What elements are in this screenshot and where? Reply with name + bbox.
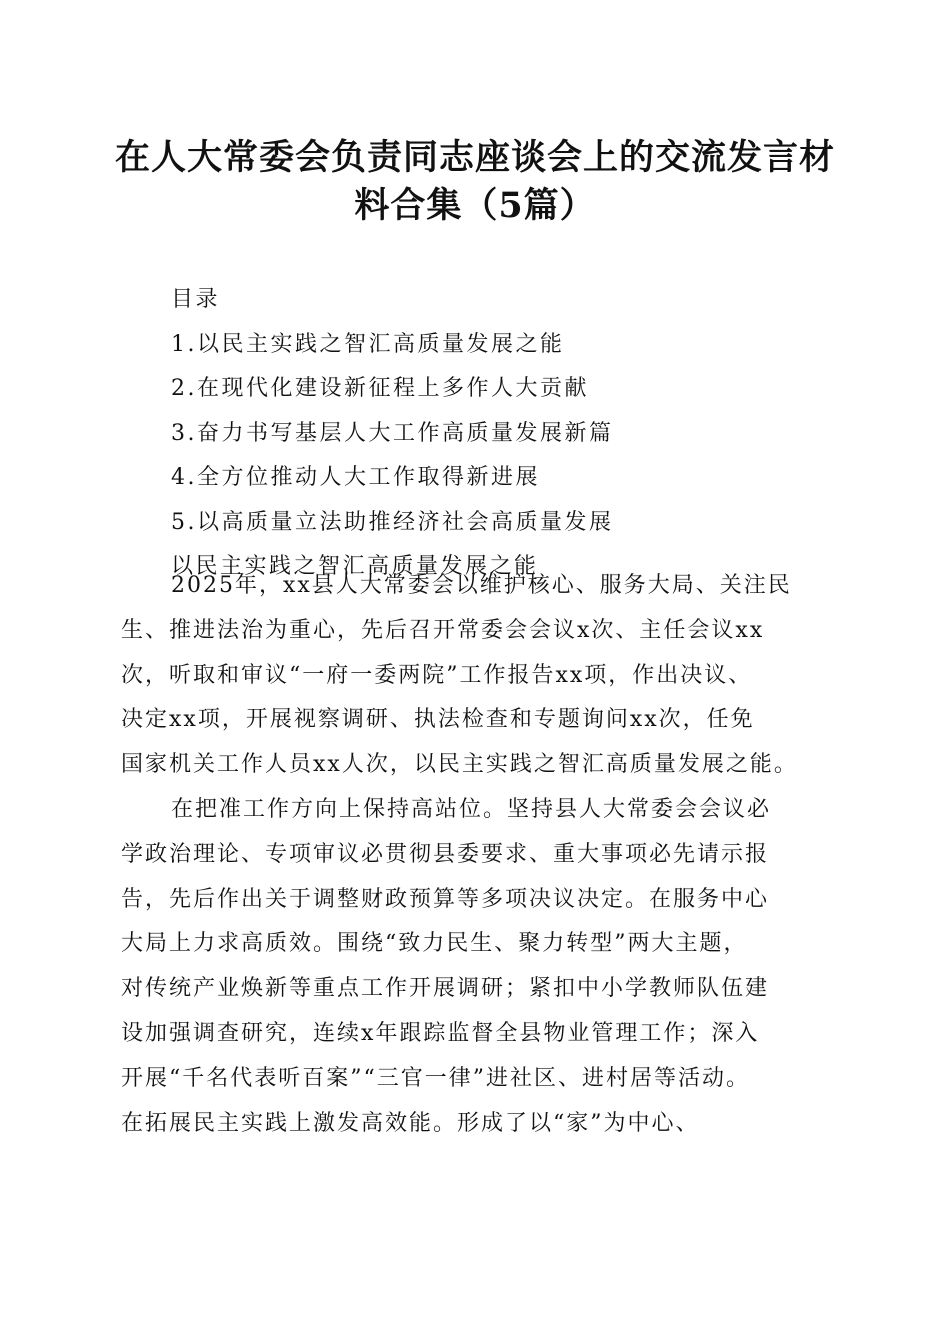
document-title	[110, 134, 840, 230]
paragraph-line: 大局上力求高质效。围绕“致力民生、聚力转型”两大主题，	[121, 931, 748, 957]
paragraph-line: 在拓展民主实践上激发高效能。形成了以“家”为中心、	[121, 1110, 700, 1136]
paragraph-line: 对传统产业焕新等重点工作开展调研；紧扣中小学教师队伍建	[121, 976, 770, 1002]
table-of-contents	[171, 278, 851, 590]
paragraph-line: 2025年，xx县人大常委会以维护核心、服务大局、关注民	[171, 573, 792, 598]
toc-item-3: 3.奋力书写基层人大工作高质量发展新篇	[171, 420, 614, 446]
paragraph-line: 在把准工作方向上保持高站位。坚持县人大常委会会议必	[171, 796, 772, 822]
toc-item-4: 4.全方位推动人大工作取得新进展	[171, 465, 540, 490]
paragraph-line: 告，先后作出关于调整财政预算等多项决议决定。在服务中心	[121, 886, 770, 912]
paragraph-line: 次，听取和审议“一府一委两院”工作报告xx项，作出决议、	[121, 662, 753, 688]
toc-item-2: 2.在现代化建设新征程上多作人大贡献	[171, 376, 589, 401]
title-line-2: 料合集（5篇）	[354, 185, 596, 226]
toc-item-5: 5.以高质量立法助推经济社会高质量发展	[171, 509, 614, 535]
paragraph-line: 设加强调查研究，连续x年跟踪监督全县物业管理工作；深入	[121, 1020, 760, 1046]
paragraph-line: 学政治理论、专项审议必贯彻县委要求、重大事项必先请示报	[121, 841, 770, 867]
body-text	[121, 564, 837, 1146]
toc-heading: 目录	[171, 287, 221, 312]
title-line-1: 在人大常委会负责同志座谈会上的交流发言材	[114, 137, 835, 178]
paragraph-line: 国家机关工作人员xx人次，以民主实践之智汇高质量发展之能。	[121, 752, 798, 778]
section-heading: 以民主实践之智汇高质量发展之能	[171, 554, 539, 579]
paragraph-line: 决定xx项，开展视察调研、执法检查和专题询问xx次，任免	[121, 707, 755, 733]
paragraph-line: 生、推进法治为重心，先后召开常委会会议x次、主任会议xx	[121, 617, 765, 643]
toc-item-1: 1.以民主实践之智汇高质量发展之能	[171, 331, 565, 357]
paragraph-line: 开展“千名代表听百案”“三官一律”进社区、进村居等活动。	[121, 1065, 750, 1091]
